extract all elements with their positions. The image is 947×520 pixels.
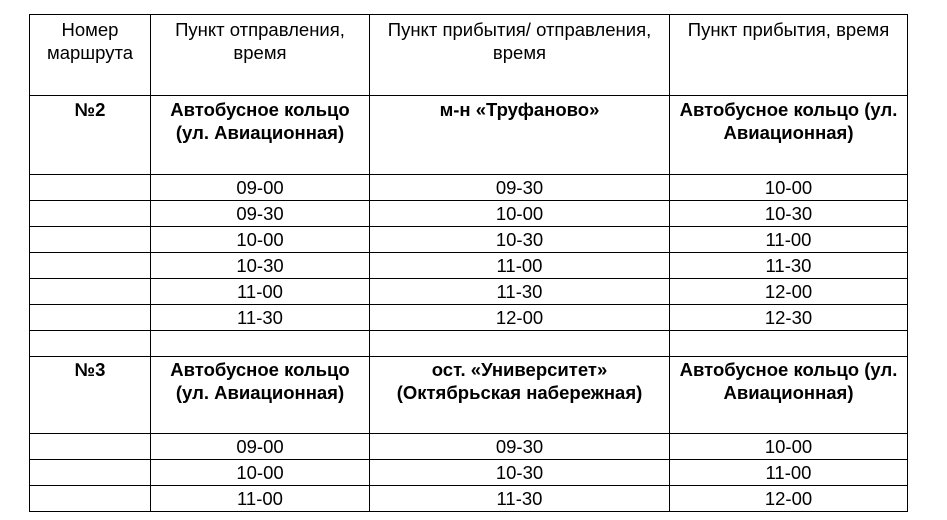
arrival-time: 11-00 [670,460,908,486]
empty-cell [30,279,151,305]
table-row [30,175,908,201]
intermediate-time: 09-30 [370,434,670,460]
empty-cell [30,305,151,331]
arrival-time: 10-00 [670,175,908,201]
empty-cell [30,175,151,201]
table-row [30,486,908,512]
empty-cell [30,227,151,253]
departure-time: 11-00 [151,279,370,305]
route-departure-point: Автобусное кольцо (ул. Авиационная) [151,96,370,175]
header-departure: Пункт отправления, время [151,15,370,96]
empty-cell [30,434,151,460]
arrival-time: 11-00 [670,227,908,253]
arrival-time: 10-00 [670,434,908,460]
intermediate-time: 12-00 [370,305,670,331]
table-row [30,434,908,460]
departure-time: 09-30 [151,201,370,227]
header-route-number: Номер маршрута [30,15,151,96]
empty-cell [151,331,370,357]
route-row [30,357,908,434]
route-number: №2 [30,96,151,175]
empty-cell [670,331,908,357]
empty-cell [30,201,151,227]
departure-time: 10-00 [151,460,370,486]
table-row [30,227,908,253]
table-header-row [30,15,908,96]
departure-time: 09-00 [151,434,370,460]
empty-cell [370,331,670,357]
bus-schedule-table [29,14,908,512]
intermediate-time: 11-30 [370,486,670,512]
departure-time: 09-00 [151,175,370,201]
spacer-row [30,331,908,357]
arrival-time: 10-30 [670,201,908,227]
header-intermediate: Пункт прибытия/ отправления, время [370,15,670,96]
table-row [30,201,908,227]
intermediate-time: 11-30 [370,279,670,305]
intermediate-time: 11-00 [370,253,670,279]
arrival-time: 12-00 [670,279,908,305]
route-departure-point: Автобусное кольцо (ул. Авиационная) [151,357,370,434]
arrival-time: 12-00 [670,486,908,512]
intermediate-time: 10-00 [370,201,670,227]
departure-time: 11-00 [151,486,370,512]
intermediate-time: 10-30 [370,460,670,486]
empty-cell [30,486,151,512]
arrival-time: 12-30 [670,305,908,331]
table-row [30,279,908,305]
departure-time: 11-30 [151,305,370,331]
table-row [30,253,908,279]
empty-cell [30,331,151,357]
departure-time: 10-30 [151,253,370,279]
route-arrival-point: Автобусное кольцо (ул. Авиационная) [670,96,908,175]
route-intermediate-point: ост. «Университет» (Октябрьская набережная) [370,357,670,434]
departure-time: 10-00 [151,227,370,253]
intermediate-time: 10-30 [370,227,670,253]
table-row [30,305,908,331]
empty-cell [30,460,151,486]
intermediate-time: 09-30 [370,175,670,201]
route-intermediate-point: м-н «Труфаново» [370,96,670,175]
table-row [30,460,908,486]
arrival-time: 11-30 [670,253,908,279]
route-arrival-point: Автобусное кольцо (ул. Авиационная) [670,357,908,434]
route-number: №3 [30,357,151,434]
route-row [30,96,908,175]
empty-cell [30,253,151,279]
header-arrival: Пункт прибытия, время [670,15,908,96]
